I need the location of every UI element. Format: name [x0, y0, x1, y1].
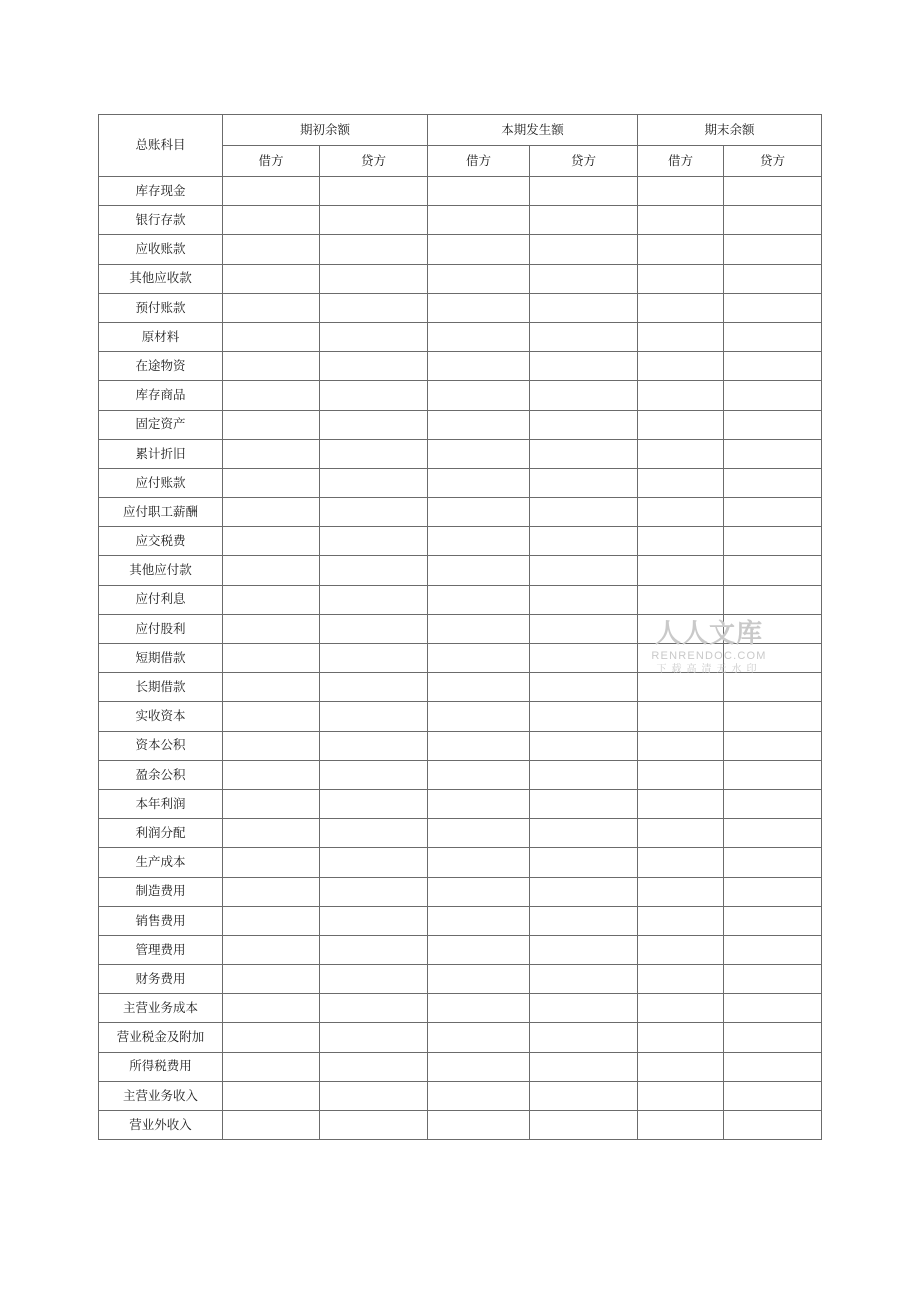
table-row: [99, 1081, 822, 1110]
account-name-cell: 应收账款: [99, 235, 223, 264]
period-debit-cell[interactable]: [428, 468, 530, 497]
account-name-cell: 原材料: [99, 322, 223, 351]
closing-credit-cell[interactable]: [724, 644, 822, 673]
account-name-cell: 库存现金: [99, 177, 223, 206]
period-credit-cell[interactable]: [530, 644, 638, 673]
table-row: [99, 410, 822, 439]
period-debit-cell[interactable]: [428, 177, 530, 206]
table-row: [99, 965, 822, 994]
closing-debit-cell[interactable]: [638, 381, 724, 410]
closing-credit-cell[interactable]: [724, 819, 822, 848]
period-credit-cell[interactable]: [530, 556, 638, 585]
period-debit-cell[interactable]: [428, 994, 530, 1023]
opening-credit-cell[interactable]: [320, 1111, 428, 1140]
period-credit-cell[interactable]: [530, 935, 638, 964]
closing-debit-cell[interactable]: [638, 614, 724, 643]
opening-debit-cell[interactable]: [223, 673, 320, 702]
account-column-header: 总账科目: [99, 115, 223, 177]
opening-debit-cell[interactable]: [223, 264, 320, 293]
period-debit-cell[interactable]: [428, 965, 530, 994]
opening-credit-cell[interactable]: [320, 235, 428, 264]
closing-debit-cell[interactable]: [638, 498, 724, 527]
closing-debit-cell[interactable]: [638, 352, 724, 381]
closing-debit-cell[interactable]: [638, 1023, 724, 1052]
opening-debit-cell[interactable]: [223, 468, 320, 497]
opening-credit-cell[interactable]: [320, 673, 428, 702]
account-name-cell: 主营业务收入: [99, 1081, 223, 1110]
closing-credit-cell[interactable]: [724, 1052, 822, 1081]
period-debit-cell[interactable]: [428, 381, 530, 410]
closing-debit-cell[interactable]: [638, 1081, 724, 1110]
closing-credit-cell[interactable]: [724, 235, 822, 264]
opening-credit-cell[interactable]: [320, 293, 428, 322]
opening-debit-cell[interactable]: [223, 1023, 320, 1052]
closing-credit-cell[interactable]: [724, 1111, 822, 1140]
account-name-cell: 盈余公积: [99, 760, 223, 789]
opening-credit-cell[interactable]: [320, 819, 428, 848]
period-credit-cell[interactable]: [530, 702, 638, 731]
opening-debit-cell[interactable]: [223, 614, 320, 643]
opening-debit-cell[interactable]: [223, 439, 320, 468]
opening-debit-cell[interactable]: [223, 1081, 320, 1110]
closing-credit-cell[interactable]: [724, 468, 822, 497]
opening-credit-cell[interactable]: [320, 468, 428, 497]
closing-debit-cell[interactable]: [638, 673, 724, 702]
table-row: [99, 381, 822, 410]
opening-debit-cell[interactable]: [223, 877, 320, 906]
opening-debit-cell[interactable]: [223, 1111, 320, 1140]
closing-credit-cell[interactable]: [724, 702, 822, 731]
closing-debit-cell[interactable]: [638, 468, 724, 497]
table-row: [99, 1023, 822, 1052]
ledger-balance-table: [98, 114, 822, 1140]
opening-debit-cell[interactable]: [223, 644, 320, 673]
period-debit-cell[interactable]: [428, 673, 530, 702]
opening-credit-cell[interactable]: [320, 352, 428, 381]
period-credit-cell[interactable]: [530, 439, 638, 468]
account-name-cell: 主营业务成本: [99, 994, 223, 1023]
period-debit-cell[interactable]: [428, 1081, 530, 1110]
opening-credit-header: 贷方: [320, 146, 428, 177]
opening-debit-cell[interactable]: [223, 906, 320, 935]
opening-credit-cell[interactable]: [320, 206, 428, 235]
period-debit-cell[interactable]: [428, 556, 530, 585]
period-debit-cell[interactable]: [428, 877, 530, 906]
period-credit-cell[interactable]: [530, 498, 638, 527]
opening-credit-cell[interactable]: [320, 1023, 428, 1052]
opening-balance-header: 期初余额: [223, 115, 428, 146]
period-debit-cell[interactable]: [428, 439, 530, 468]
closing-credit-cell[interactable]: [724, 994, 822, 1023]
opening-credit-cell[interactable]: [320, 177, 428, 206]
opening-credit-cell[interactable]: [320, 731, 428, 760]
closing-balance-header: 期末余额: [638, 115, 822, 146]
account-name-cell: 应付账款: [99, 468, 223, 497]
closing-credit-cell[interactable]: [724, 965, 822, 994]
table-row: [99, 789, 822, 818]
period-debit-cell[interactable]: [428, 352, 530, 381]
table-row: [99, 819, 822, 848]
opening-credit-cell[interactable]: [320, 439, 428, 468]
table-row: [99, 439, 822, 468]
opening-debit-cell[interactable]: [223, 965, 320, 994]
period-debit-cell[interactable]: [428, 935, 530, 964]
closing-debit-cell[interactable]: [638, 264, 724, 293]
table-row: [99, 877, 822, 906]
opening-debit-cell[interactable]: [223, 760, 320, 789]
opening-debit-cell[interactable]: [223, 702, 320, 731]
closing-credit-cell[interactable]: [724, 381, 822, 410]
table-row: [99, 177, 822, 206]
opening-credit-cell[interactable]: [320, 994, 428, 1023]
table-row: [99, 498, 822, 527]
opening-credit-cell[interactable]: [320, 935, 428, 964]
period-debit-cell[interactable]: [428, 702, 530, 731]
account-name-cell: 银行存款: [99, 206, 223, 235]
table-row: [99, 935, 822, 964]
closing-debit-cell[interactable]: [638, 1052, 724, 1081]
period-credit-cell[interactable]: [530, 789, 638, 818]
closing-debit-cell[interactable]: [638, 848, 724, 877]
period-credit-cell[interactable]: [530, 585, 638, 614]
opening-credit-cell[interactable]: [320, 702, 428, 731]
table-row: [99, 468, 822, 497]
period-credit-cell[interactable]: [530, 614, 638, 643]
opening-debit-cell[interactable]: [223, 994, 320, 1023]
watermark-domain: RENRENDOC.COM: [651, 649, 767, 662]
table-row: [99, 322, 822, 351]
opening-debit-cell[interactable]: [223, 848, 320, 877]
table-row: [99, 731, 822, 760]
closing-debit-cell[interactable]: [638, 206, 724, 235]
period-debit-cell[interactable]: [428, 1023, 530, 1052]
account-name-cell: 其他应收款: [99, 264, 223, 293]
account-name-cell: 在途物资: [99, 352, 223, 381]
account-name-cell: 制造费用: [99, 877, 223, 906]
closing-credit-cell[interactable]: [724, 614, 822, 643]
watermark-tagline: 下载高清无水印: [656, 663, 762, 675]
closing-credit-cell[interactable]: [724, 177, 822, 206]
opening-credit-cell[interactable]: [320, 322, 428, 351]
period-debit-cell[interactable]: [428, 760, 530, 789]
account-name-cell: 短期借款: [99, 644, 223, 673]
account-name-cell: 利润分配: [99, 819, 223, 848]
account-name-cell: 固定资产: [99, 410, 223, 439]
account-name-cell: 应付职工薪酬: [99, 498, 223, 527]
period-amount-header: 本期发生额: [428, 115, 638, 146]
period-credit-cell[interactable]: [530, 965, 638, 994]
opening-debit-cell[interactable]: [223, 935, 320, 964]
closing-credit-cell[interactable]: [724, 410, 822, 439]
period-debit-cell[interactable]: [428, 1111, 530, 1140]
watermark-brand: 人人文库: [654, 619, 763, 649]
opening-credit-cell[interactable]: [320, 789, 428, 818]
account-name-cell: 预付账款: [99, 293, 223, 322]
table-row: [99, 760, 822, 789]
opening-debit-cell[interactable]: [223, 585, 320, 614]
opening-debit-cell[interactable]: [223, 235, 320, 264]
opening-debit-cell[interactable]: [223, 819, 320, 848]
period-debit-cell[interactable]: [428, 731, 530, 760]
account-name-cell: 生产成本: [99, 848, 223, 877]
account-name-cell: 累计折旧: [99, 439, 223, 468]
account-name-cell: 库存商品: [99, 381, 223, 410]
period-debit-cell[interactable]: [428, 789, 530, 818]
opening-debit-cell[interactable]: [223, 789, 320, 818]
closing-debit-cell[interactable]: [638, 731, 724, 760]
closing-debit-cell[interactable]: [638, 322, 724, 351]
closing-credit-cell[interactable]: [724, 352, 822, 381]
period-credit-cell[interactable]: [530, 1052, 638, 1081]
table-row: [99, 293, 822, 322]
opening-credit-cell[interactable]: [320, 381, 428, 410]
opening-debit-cell[interactable]: [223, 177, 320, 206]
table-row: [99, 673, 822, 702]
opening-credit-cell[interactable]: [320, 848, 428, 877]
closing-credit-cell[interactable]: [724, 556, 822, 585]
period-credit-cell[interactable]: [530, 468, 638, 497]
opening-debit-cell[interactable]: [223, 206, 320, 235]
period-credit-cell[interactable]: [530, 206, 638, 235]
period-credit-cell[interactable]: [530, 352, 638, 381]
opening-credit-cell[interactable]: [320, 556, 428, 585]
period-debit-cell[interactable]: [428, 410, 530, 439]
closing-credit-cell[interactable]: [724, 731, 822, 760]
closing-debit-cell[interactable]: [638, 789, 724, 818]
closing-credit-header: 贷方: [724, 146, 822, 177]
account-name-cell: 应付股利: [99, 614, 223, 643]
closing-debit-cell[interactable]: [638, 293, 724, 322]
table-row: [99, 352, 822, 381]
opening-credit-cell[interactable]: [320, 877, 428, 906]
closing-credit-cell[interactable]: [724, 293, 822, 322]
period-credit-cell[interactable]: [530, 293, 638, 322]
period-credit-cell[interactable]: [530, 673, 638, 702]
opening-credit-cell[interactable]: [320, 1052, 428, 1081]
closing-debit-cell[interactable]: [638, 527, 724, 556]
opening-credit-cell[interactable]: [320, 644, 428, 673]
closing-credit-cell[interactable]: [724, 1081, 822, 1110]
period-credit-cell[interactable]: [530, 819, 638, 848]
opening-debit-cell[interactable]: [223, 1052, 320, 1081]
ledger-body: [99, 177, 822, 1140]
account-name-cell: 其他应付款: [99, 556, 223, 585]
table-row: [99, 527, 822, 556]
closing-debit-cell[interactable]: [638, 994, 724, 1023]
closing-debit-header: 借方: [638, 146, 724, 177]
period-debit-cell[interactable]: [428, 293, 530, 322]
closing-debit-cell[interactable]: [638, 556, 724, 585]
period-credit-cell[interactable]: [530, 1023, 638, 1052]
period-debit-cell[interactable]: [428, 322, 530, 351]
account-name-cell: 长期借款: [99, 673, 223, 702]
opening-credit-cell[interactable]: [320, 965, 428, 994]
closing-credit-cell[interactable]: [724, 673, 822, 702]
closing-credit-cell[interactable]: [724, 498, 822, 527]
period-debit-header: 借方: [428, 146, 530, 177]
opening-credit-cell[interactable]: [320, 527, 428, 556]
account-name-cell: 实收资本: [99, 702, 223, 731]
closing-credit-cell[interactable]: [724, 935, 822, 964]
closing-debit-cell[interactable]: [638, 585, 724, 614]
opening-debit-header: 借方: [223, 146, 320, 177]
table-row: [99, 644, 822, 673]
closing-debit-cell[interactable]: [638, 410, 724, 439]
opening-credit-cell[interactable]: [320, 264, 428, 293]
closing-debit-cell[interactable]: [638, 877, 724, 906]
table-row: [99, 585, 822, 614]
closing-credit-cell[interactable]: [724, 527, 822, 556]
table-row: [99, 264, 822, 293]
account-name-cell: 本年利润: [99, 789, 223, 818]
period-debit-cell[interactable]: [428, 1052, 530, 1081]
period-debit-cell[interactable]: [428, 235, 530, 264]
period-credit-cell[interactable]: [530, 1081, 638, 1110]
period-debit-cell[interactable]: [428, 264, 530, 293]
opening-debit-cell[interactable]: [223, 352, 320, 381]
period-debit-cell[interactable]: [428, 206, 530, 235]
period-credit-cell[interactable]: [530, 877, 638, 906]
opening-debit-cell[interactable]: [223, 731, 320, 760]
opening-credit-cell[interactable]: [320, 1081, 428, 1110]
period-credit-cell[interactable]: [530, 994, 638, 1023]
period-credit-cell[interactable]: [530, 235, 638, 264]
closing-debit-cell[interactable]: [638, 965, 724, 994]
opening-credit-cell[interactable]: [320, 760, 428, 789]
table-row: [99, 994, 822, 1023]
closing-credit-cell[interactable]: [724, 906, 822, 935]
opening-debit-cell[interactable]: [223, 498, 320, 527]
table-row: [99, 906, 822, 935]
closing-debit-cell[interactable]: [638, 935, 724, 964]
account-name-cell: 营业税金及附加: [99, 1023, 223, 1052]
table-row: [99, 556, 822, 585]
account-name-cell: 财务费用: [99, 965, 223, 994]
closing-credit-cell[interactable]: [724, 848, 822, 877]
table-row: [99, 848, 822, 877]
period-debit-cell[interactable]: [428, 585, 530, 614]
closing-debit-cell[interactable]: [638, 760, 724, 789]
period-debit-cell[interactable]: [428, 527, 530, 556]
closing-debit-cell[interactable]: [638, 1111, 724, 1140]
opening-debit-cell[interactable]: [223, 556, 320, 585]
period-credit-cell[interactable]: [530, 177, 638, 206]
closing-debit-cell[interactable]: [638, 819, 724, 848]
period-debit-cell[interactable]: [428, 614, 530, 643]
period-credit-header: 贷方: [530, 146, 638, 177]
period-credit-cell[interactable]: [530, 322, 638, 351]
closing-credit-cell[interactable]: [724, 877, 822, 906]
table-row: [99, 206, 822, 235]
opening-credit-cell[interactable]: [320, 585, 428, 614]
opening-credit-cell[interactable]: [320, 906, 428, 935]
period-credit-cell[interactable]: [530, 381, 638, 410]
closing-credit-cell[interactable]: [724, 439, 822, 468]
account-name-cell: 管理费用: [99, 935, 223, 964]
period-credit-cell[interactable]: [530, 906, 638, 935]
account-name-cell: 资本公积: [99, 731, 223, 760]
period-debit-cell[interactable]: [428, 906, 530, 935]
closing-debit-cell[interactable]: [638, 235, 724, 264]
period-credit-cell[interactable]: [530, 410, 638, 439]
closing-debit-cell[interactable]: [638, 439, 724, 468]
opening-debit-cell[interactable]: [223, 293, 320, 322]
period-debit-cell[interactable]: [428, 848, 530, 877]
closing-credit-cell[interactable]: [724, 585, 822, 614]
closing-credit-cell[interactable]: [724, 264, 822, 293]
opening-credit-cell[interactable]: [320, 498, 428, 527]
table-row: [99, 614, 822, 643]
opening-debit-cell[interactable]: [223, 527, 320, 556]
closing-debit-cell[interactable]: [638, 644, 724, 673]
opening-credit-cell[interactable]: [320, 410, 428, 439]
closing-credit-cell[interactable]: [724, 789, 822, 818]
opening-debit-cell[interactable]: [223, 381, 320, 410]
period-credit-cell[interactable]: [530, 264, 638, 293]
opening-debit-cell[interactable]: [223, 410, 320, 439]
period-credit-cell[interactable]: [530, 527, 638, 556]
closing-credit-cell[interactable]: [724, 760, 822, 789]
closing-debit-cell[interactable]: [638, 702, 724, 731]
account-name-cell: 销售费用: [99, 906, 223, 935]
opening-credit-cell[interactable]: [320, 614, 428, 643]
account-name-cell: 营业外收入: [99, 1111, 223, 1140]
period-debit-cell[interactable]: [428, 819, 530, 848]
closing-credit-cell[interactable]: [724, 206, 822, 235]
closing-debit-cell[interactable]: [638, 177, 724, 206]
table-row: [99, 235, 822, 264]
closing-credit-cell[interactable]: [724, 1023, 822, 1052]
table-row: [99, 1111, 822, 1140]
table-row: [99, 1052, 822, 1081]
account-name-cell: 应付利息: [99, 585, 223, 614]
closing-debit-cell[interactable]: [638, 906, 724, 935]
period-credit-cell[interactable]: [530, 760, 638, 789]
header-group-row: [99, 115, 822, 146]
closing-credit-cell[interactable]: [724, 322, 822, 351]
account-name-cell: 应交税费: [99, 527, 223, 556]
period-credit-cell[interactable]: [530, 1111, 638, 1140]
account-name-cell: 所得税费用: [99, 1052, 223, 1081]
table-row: [99, 702, 822, 731]
period-credit-cell[interactable]: [530, 731, 638, 760]
period-debit-cell[interactable]: [428, 644, 530, 673]
period-credit-cell[interactable]: [530, 848, 638, 877]
opening-debit-cell[interactable]: [223, 322, 320, 351]
period-debit-cell[interactable]: [428, 498, 530, 527]
